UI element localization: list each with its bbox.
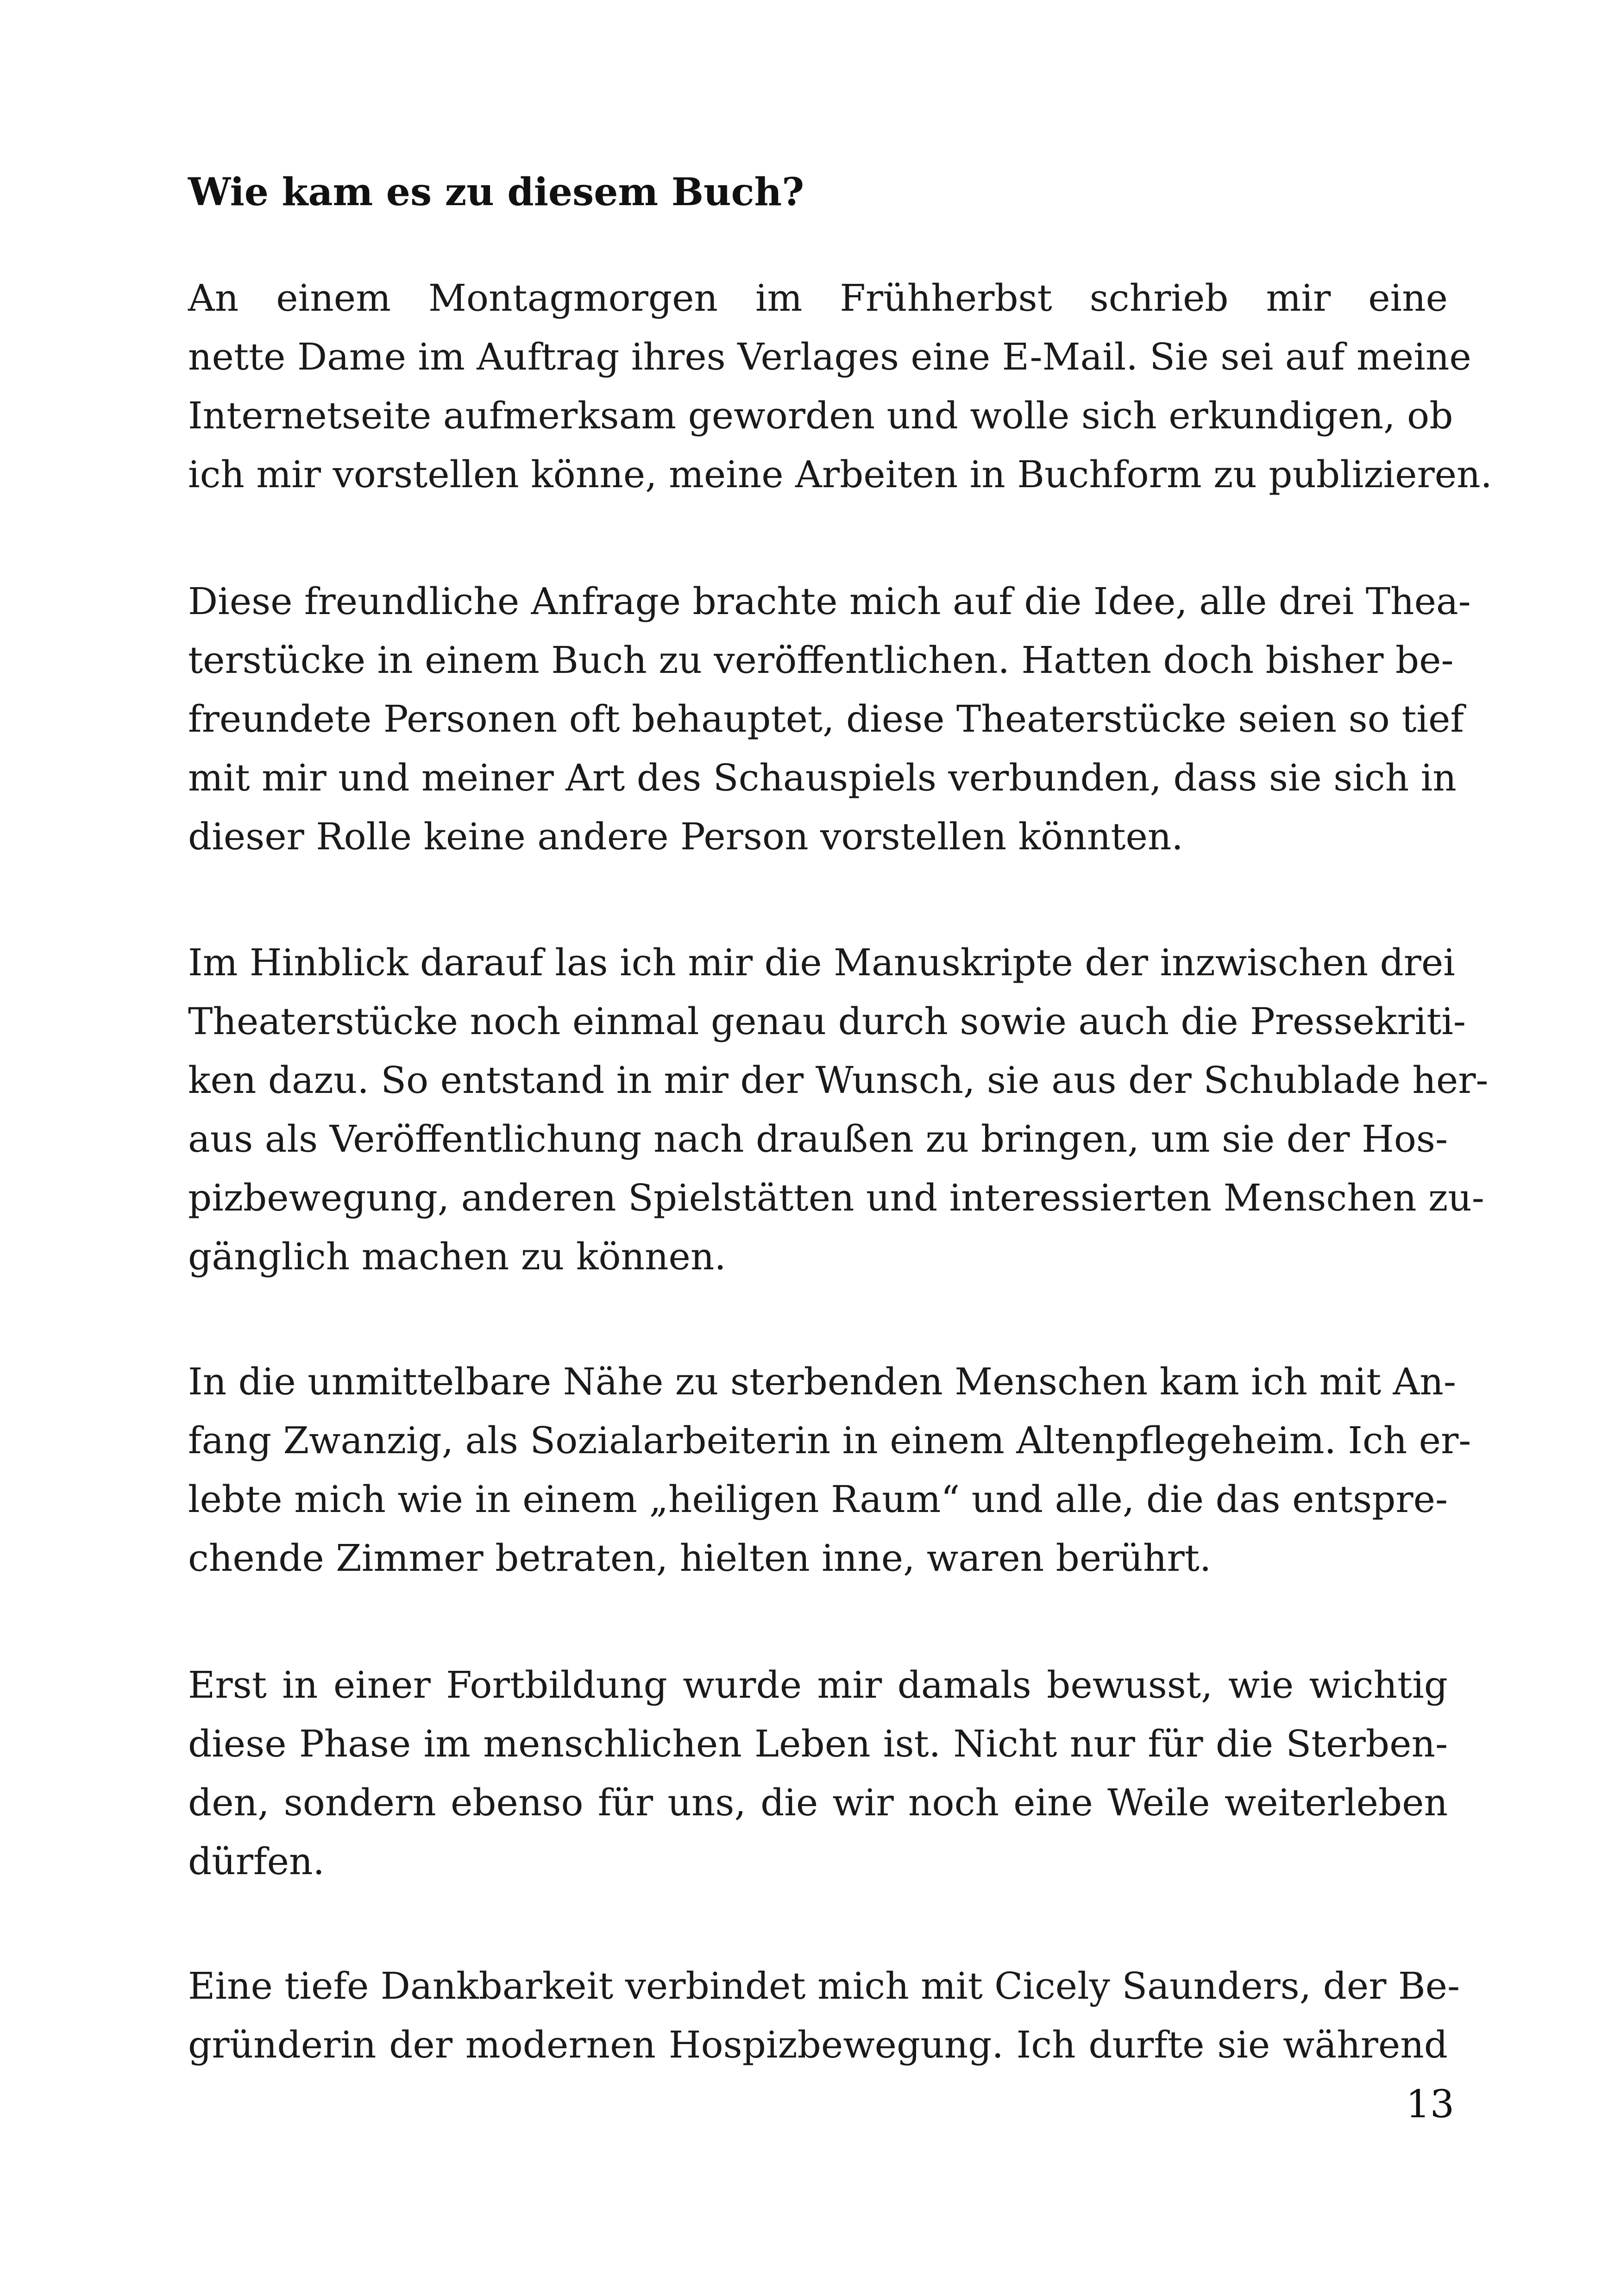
text-line: pizbewegung, anderen Spielstätten und interessierten Menschen zu- (188, 1176, 1484, 1219)
text-line: gänglich machen zu können. (188, 1235, 726, 1278)
text-line: den, sondern ebenso für uns, die wir noch eine Weile weiterleben (188, 1781, 1448, 1824)
text-line: chende Zimmer betraten, hielten inne, waren berührt. (188, 1537, 1212, 1580)
text-line: Internetseite aufmerksam geworden und wolle sich erkundigen, ob (188, 394, 1453, 437)
text-line: diese Phase im menschlichen Leben ist. Nicht nur für die Sterben- (188, 1722, 1448, 1765)
paragraph-4 (188, 1352, 1471, 1587)
text-line: In die unmittelbare Nähe zu sterbenden Menschen kam ich mit An- (188, 1360, 1456, 1403)
text-line: gründerin der modernen Hospizbewegung. Ich durfte sie während (188, 2023, 1448, 2066)
page-number: 13 (1406, 2083, 1454, 2127)
text-line: Im Hinblick darauf las ich mir die Manuskripte der inzwischen drei (188, 941, 1455, 984)
text-line: ich mir vorstellen könne, meine Arbeiten in Buchform zu publizieren. (188, 453, 1492, 496)
paragraph-3 (188, 933, 1489, 1286)
text-line: Eine tiefe Dankbarkeit verbindet mich mit Cicely Saunders, der Be- (188, 1964, 1460, 2007)
paragraph-6 (188, 1957, 1460, 2074)
chapter-heading: Wie kam es zu diesem Buch? (188, 170, 804, 214)
text-line: ken dazu. So entstand in mir der Wunsch, sie aus der Schublade her- (188, 1059, 1489, 1102)
text-line: Erst in einer Fortbildung wurde mir damals bewusst, wie wichtig (188, 1663, 1448, 1706)
text-line: An einem Montagmorgen im Frühherbst schrieb mir eine (188, 276, 1448, 320)
text-line: dieser Rolle keine andere Person vorstellen könnten. (188, 815, 1183, 858)
text-line: mit mir und meiner Art des Schauspiels verbunden, dass sie sich in (188, 756, 1457, 799)
text-line: nette Dame im Auftrag ihres Verlages eine E-Mail. Sie sei auf meine (188, 335, 1471, 378)
text-line: aus als Veröffentlichung nach draußen zu bringen, um sie der Hos- (188, 1117, 1448, 1161)
paragraph-1 (188, 269, 1492, 504)
text-line: lebte mich wie in einem „heiligen Raum“ und alle, die das entspre- (188, 1478, 1448, 1521)
text-line: dürfen. (188, 1840, 325, 1883)
text-line: freundete Personen oft behauptet, diese Theaterstücke seien so tief (188, 697, 1464, 740)
text-line: Theaterstücke noch einmal genau durch sowie auch die Pressekriti- (188, 1000, 1466, 1043)
text-line: terstücke in einem Buch zu veröffentlichen. Hatten doch bisher be- (188, 639, 1454, 682)
paragraph-5 (188, 1656, 1448, 1891)
text-line: fang Zwanzig, als Sozialarbeiterin in einem Altenpflegeheim. Ich er- (188, 1419, 1471, 1462)
paragraph-2 (188, 572, 1471, 866)
text-line: Diese freundliche Anfrage brachte mich auf die Idee, alle drei Thea- (188, 580, 1471, 623)
